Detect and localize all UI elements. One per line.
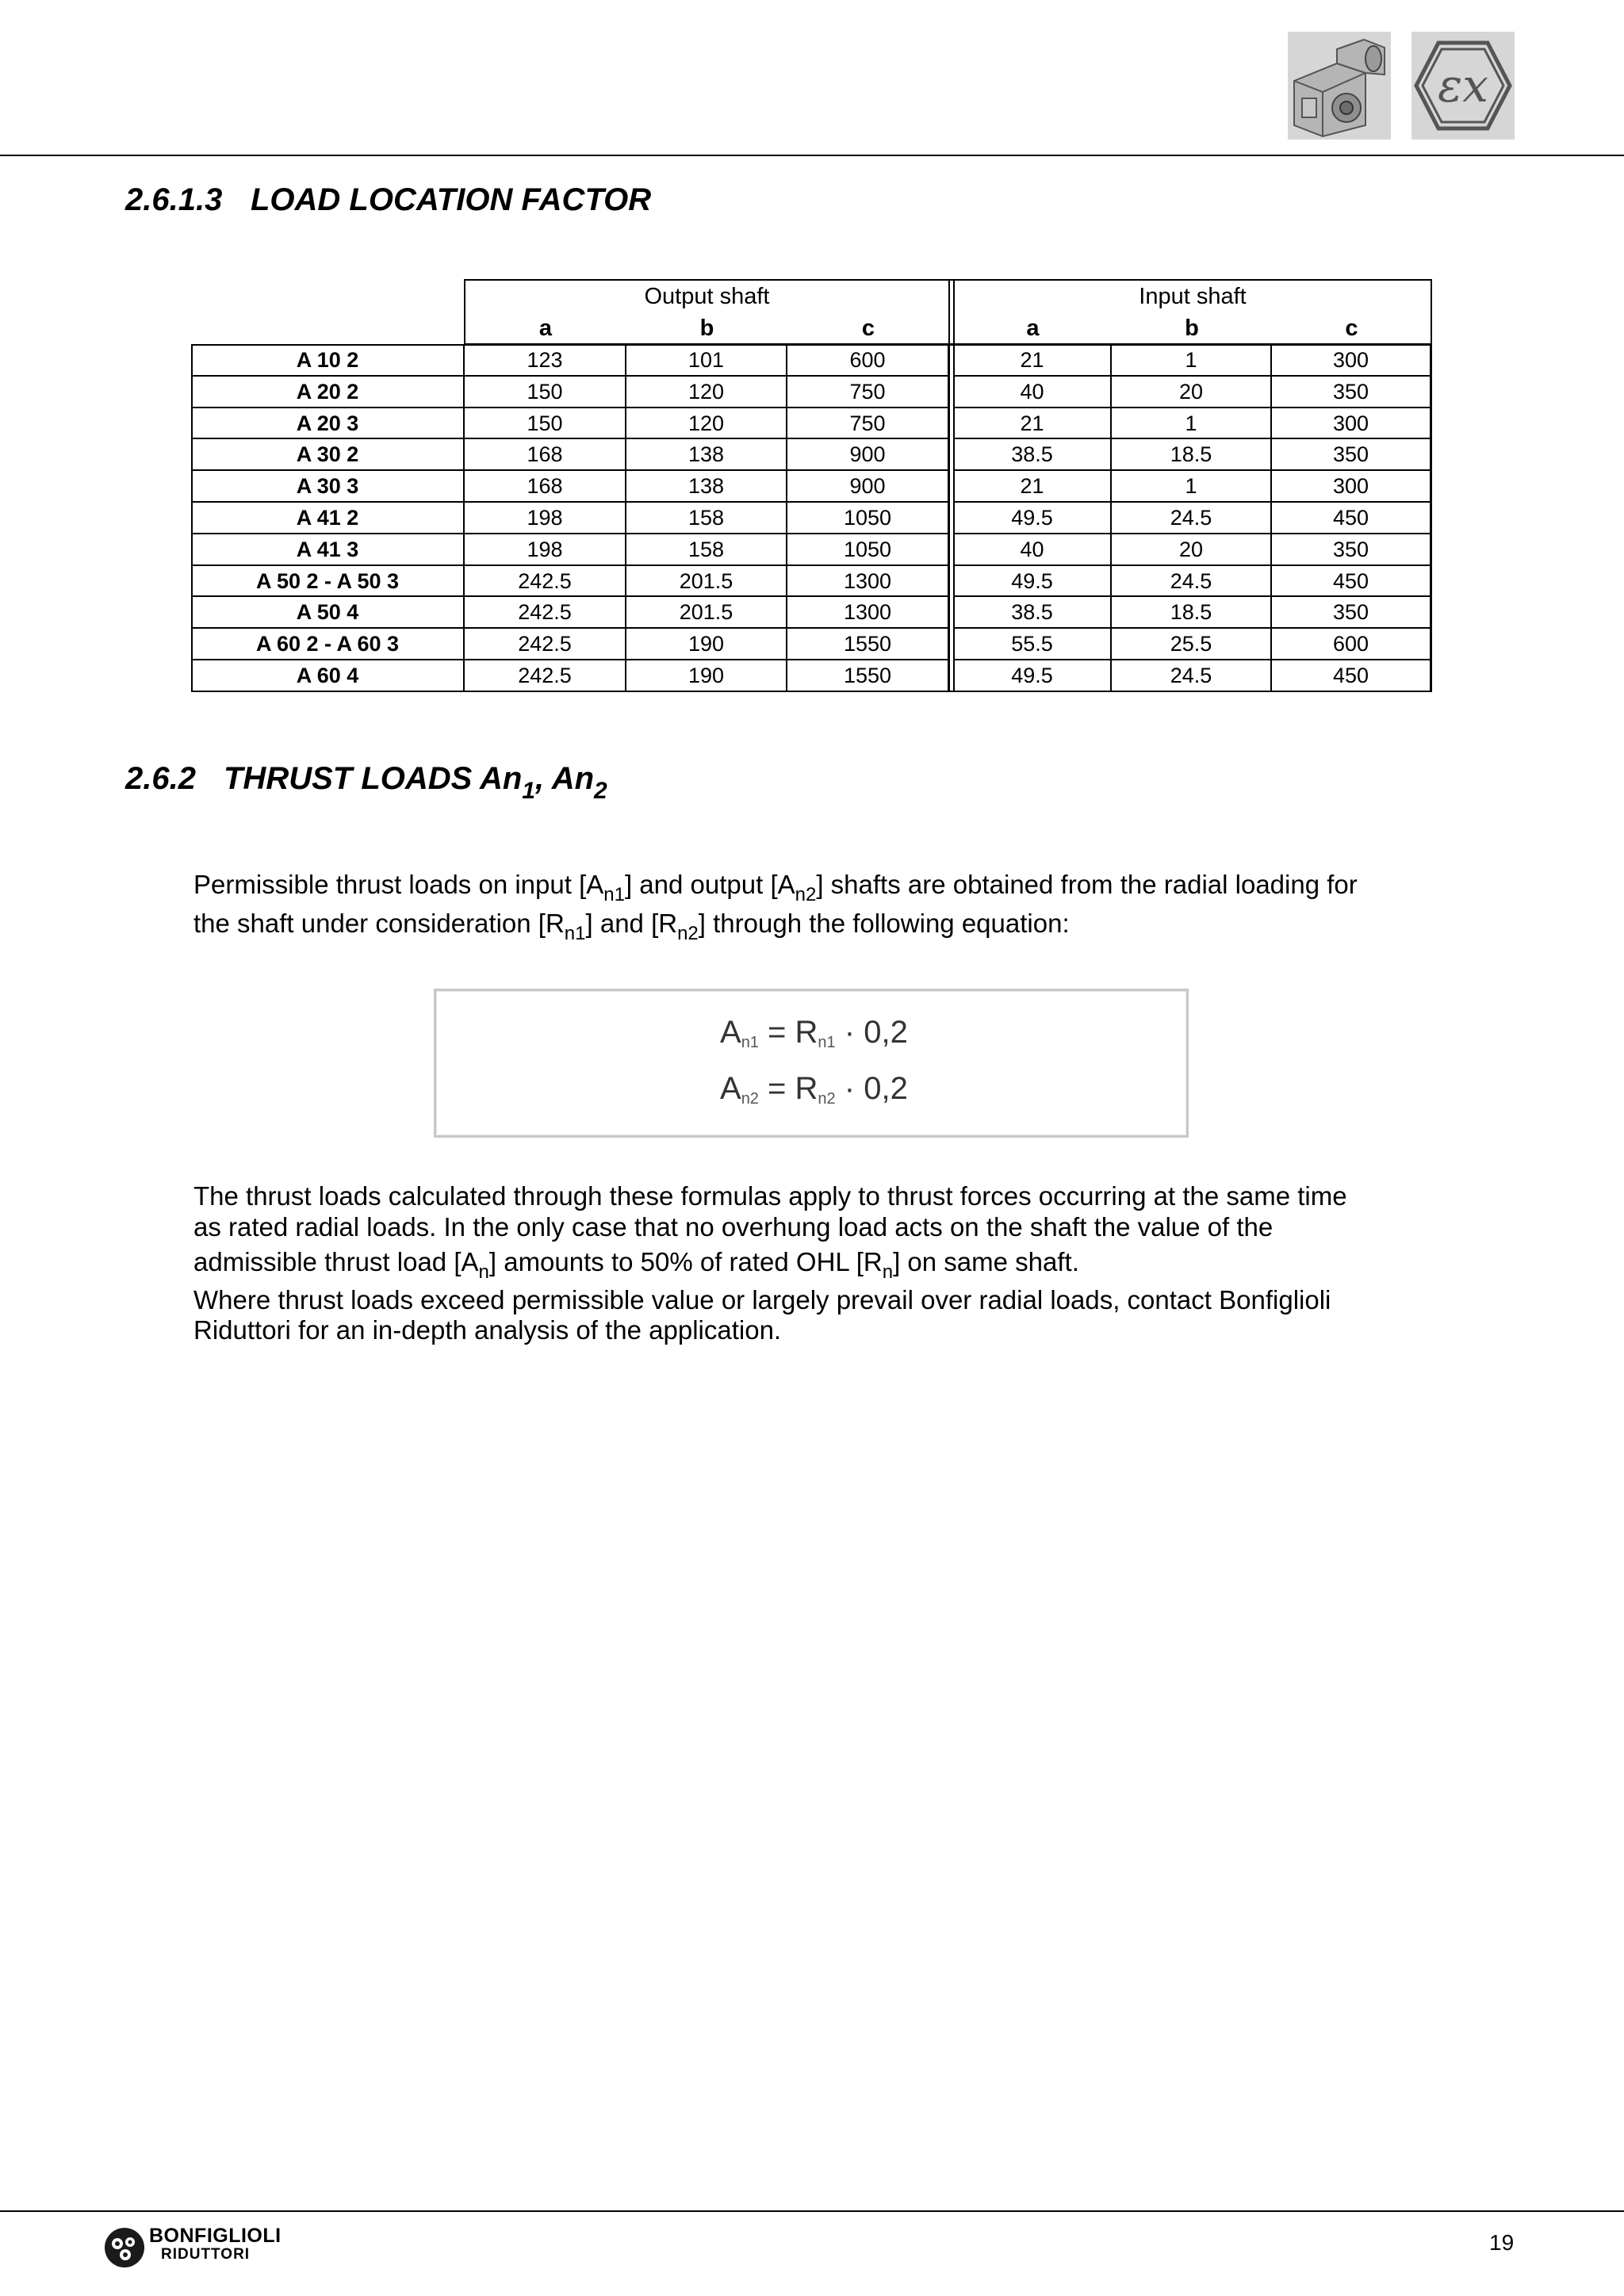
table-cell: 300 <box>1272 345 1431 377</box>
table-cell: 49.5 <box>954 566 1112 598</box>
paragraph-line <box>193 866 1358 904</box>
table-row-label: A 10 2 <box>192 345 465 377</box>
text-run: = R <box>758 1015 818 1050</box>
table-cell: 750 <box>787 377 949 408</box>
text-run: the shaft under consideration [R <box>193 909 565 938</box>
table-cell: 18.5 <box>1112 597 1272 629</box>
table-cell: 101 <box>626 345 787 377</box>
table-row-label: A 41 2 <box>192 503 465 534</box>
column-header-output-a: a <box>538 316 553 341</box>
table-cell: 168 <box>465 471 626 503</box>
table-cell: 900 <box>787 439 949 471</box>
table-cell: 18.5 <box>1112 439 1272 471</box>
table-cell: 38.5 <box>954 439 1112 471</box>
subscript: n <box>478 1261 489 1283</box>
table-cell: 1 <box>1112 471 1272 503</box>
formula-line <box>720 1012 908 1052</box>
text-run: · 0,2 <box>835 1071 908 1106</box>
table-cell: 242.5 <box>465 566 626 598</box>
text-run: A <box>720 1015 741 1050</box>
paragraph-line: Riduttori for an in-depth analysis of the application. <box>193 1315 782 1345</box>
table-cell: 21 <box>954 345 1112 377</box>
table-cell: 201.5 <box>626 597 787 629</box>
bonfiglioli-logo-icon <box>103 2226 146 2269</box>
table-cell: 450 <box>1272 566 1431 598</box>
subscript: n1 <box>564 923 586 944</box>
table-cell: 1300 <box>787 597 949 629</box>
text-run: · 0,2 <box>835 1015 908 1050</box>
table-cell: 158 <box>626 534 787 566</box>
table-cell: 750 <box>787 408 949 440</box>
table-cell: 1050 <box>787 534 949 566</box>
table-row-label: A 30 3 <box>192 471 465 503</box>
section-title-subscript: 2 <box>594 778 607 804</box>
subscript: n2 <box>741 1090 759 1108</box>
subscript: n1 <box>741 1034 759 1051</box>
table-cell: 49.5 <box>954 503 1112 534</box>
subscript: n <box>882 1261 894 1283</box>
table-row-label: A 20 3 <box>192 408 465 440</box>
column-header-input-c: c <box>1345 316 1358 341</box>
table-row-label: A 60 4 <box>192 660 465 692</box>
table-cell: 350 <box>1272 534 1431 566</box>
paragraph-line <box>193 1246 1079 1283</box>
table-cell: 20 <box>1112 534 1272 566</box>
section-title: THRUST LOADS An <box>224 761 523 796</box>
column-header-output-c: c <box>861 316 875 341</box>
table-cell: 21 <box>954 408 1112 440</box>
table-row-label: A 50 4 <box>192 597 465 629</box>
table-cell: 138 <box>626 439 787 471</box>
table-cell: 1550 <box>787 660 949 692</box>
table-cell: 242.5 <box>465 597 626 629</box>
table-cell: 600 <box>1272 629 1431 660</box>
table-cell: 198 <box>465 534 626 566</box>
text-run: admissible thrust load [A <box>193 1247 479 1276</box>
table-cell: 350 <box>1272 377 1431 408</box>
table-cell: 24.5 <box>1112 566 1272 598</box>
table-cell: 25.5 <box>1112 629 1272 660</box>
table-cell: 55.5 <box>954 629 1112 660</box>
formula-line <box>720 1069 908 1108</box>
table-cell: 900 <box>787 471 949 503</box>
table-cell: 158 <box>626 503 787 534</box>
table-cell: 190 <box>626 660 787 692</box>
table-cell: 1 <box>1112 345 1272 377</box>
table-cell: 168 <box>465 439 626 471</box>
table-row-label: A 60 2 - A 60 3 <box>192 629 465 660</box>
table-cell: 24.5 <box>1112 660 1272 692</box>
table-cell: 300 <box>1272 471 1431 503</box>
section-title: LOAD LOCATION FACTOR <box>251 182 652 217</box>
table-cell: 40 <box>954 377 1112 408</box>
table-cell: 1300 <box>787 566 949 598</box>
table-cell: 120 <box>626 408 787 440</box>
table-cell: 20 <box>1112 377 1272 408</box>
paragraph-line: Where thrust loads exceed permissible value or largely prevail over radial loads, contact Bonfiglioli <box>193 1285 1331 1314</box>
table-cell: 21 <box>954 471 1112 503</box>
table-cell: 242.5 <box>465 629 626 660</box>
subscript: n1 <box>818 1034 836 1051</box>
table-cell: 350 <box>1272 597 1431 629</box>
table-cell: 300 <box>1272 408 1431 440</box>
subscript: n1 <box>603 884 625 905</box>
text-run: ] through the following equation: <box>698 909 1070 938</box>
paragraph-line: The thrust loads calculated through these formulas apply to thrust forces occurring at the same time <box>193 1181 1347 1211</box>
svg-text:εx: εx <box>1438 59 1488 113</box>
section-title-subscript: 1 <box>522 778 535 804</box>
text-run: ] and output [A <box>624 870 795 899</box>
section-number: 2.6.1.3 <box>125 182 223 217</box>
text-run: ] and [R <box>585 909 678 938</box>
table-cell: 138 <box>626 471 787 503</box>
table-cell: 49.5 <box>954 660 1112 692</box>
subscript: n2 <box>677 923 699 944</box>
table-cell: 450 <box>1272 503 1431 534</box>
paragraph-line <box>193 905 1070 943</box>
text-run: ] shafts are obtained from the radial loading for <box>816 870 1358 899</box>
page-number: 19 <box>1489 2230 1515 2255</box>
table-cell: 1 <box>1112 408 1272 440</box>
formula-box <box>434 989 1189 1138</box>
section-number: 2.6.2 <box>125 761 196 796</box>
table-row-label: A 50 2 - A 50 3 <box>192 566 465 598</box>
text-run: ] on same shaft. <box>893 1247 1079 1276</box>
table-cell: 150 <box>465 377 626 408</box>
text-run: A <box>720 1071 741 1106</box>
column-header-input-b: b <box>1185 316 1199 341</box>
table-cell: 123 <box>465 345 626 377</box>
table-cell: 40 <box>954 534 1112 566</box>
logo-text-company: BONFIGLIOLI <box>149 2225 282 2247</box>
table-cell: 1050 <box>787 503 949 534</box>
subscript: n2 <box>795 884 817 905</box>
group-header-output-shaft: Output shaft <box>644 284 770 309</box>
text-run: Permissible thrust loads on input [A <box>193 870 604 899</box>
table-cell: 242.5 <box>465 660 626 692</box>
column-header-input-a: a <box>1026 316 1040 341</box>
section-heading-thrust-loads <box>125 760 607 804</box>
table-cell: 201.5 <box>626 566 787 598</box>
table-row-label: A 41 3 <box>192 534 465 566</box>
section-title-separator: , An <box>534 761 595 796</box>
table-cell: 600 <box>787 345 949 377</box>
text-run: = R <box>758 1071 818 1106</box>
group-header-input-shaft: Input shaft <box>1139 284 1247 309</box>
table-row-label: A 30 2 <box>192 439 465 471</box>
table-cell: 38.5 <box>954 597 1112 629</box>
table-cell: 198 <box>465 503 626 534</box>
table-row-label: A 20 2 <box>192 377 465 408</box>
footer-rule <box>0 2210 1624 2212</box>
load-location-table <box>0 0 1624 714</box>
column-header-output-b: b <box>699 316 714 341</box>
table-cell: 150 <box>465 408 626 440</box>
table-cell: 450 <box>1272 660 1431 692</box>
table-cell: 1550 <box>787 629 949 660</box>
table-cell: 24.5 <box>1112 503 1272 534</box>
table-cell: 350 <box>1272 439 1431 471</box>
paragraph-line: as rated radial loads. In the only case that no overhung load acts on the shaft the value of the <box>193 1212 1274 1242</box>
table-cell: 190 <box>626 629 787 660</box>
table-cell: 120 <box>626 377 787 408</box>
text-run: ] amounts to 50% of rated OHL [R <box>488 1247 883 1276</box>
subscript: n2 <box>818 1090 836 1108</box>
logo-text-subtitle: RIDUTTORI <box>161 2246 251 2263</box>
